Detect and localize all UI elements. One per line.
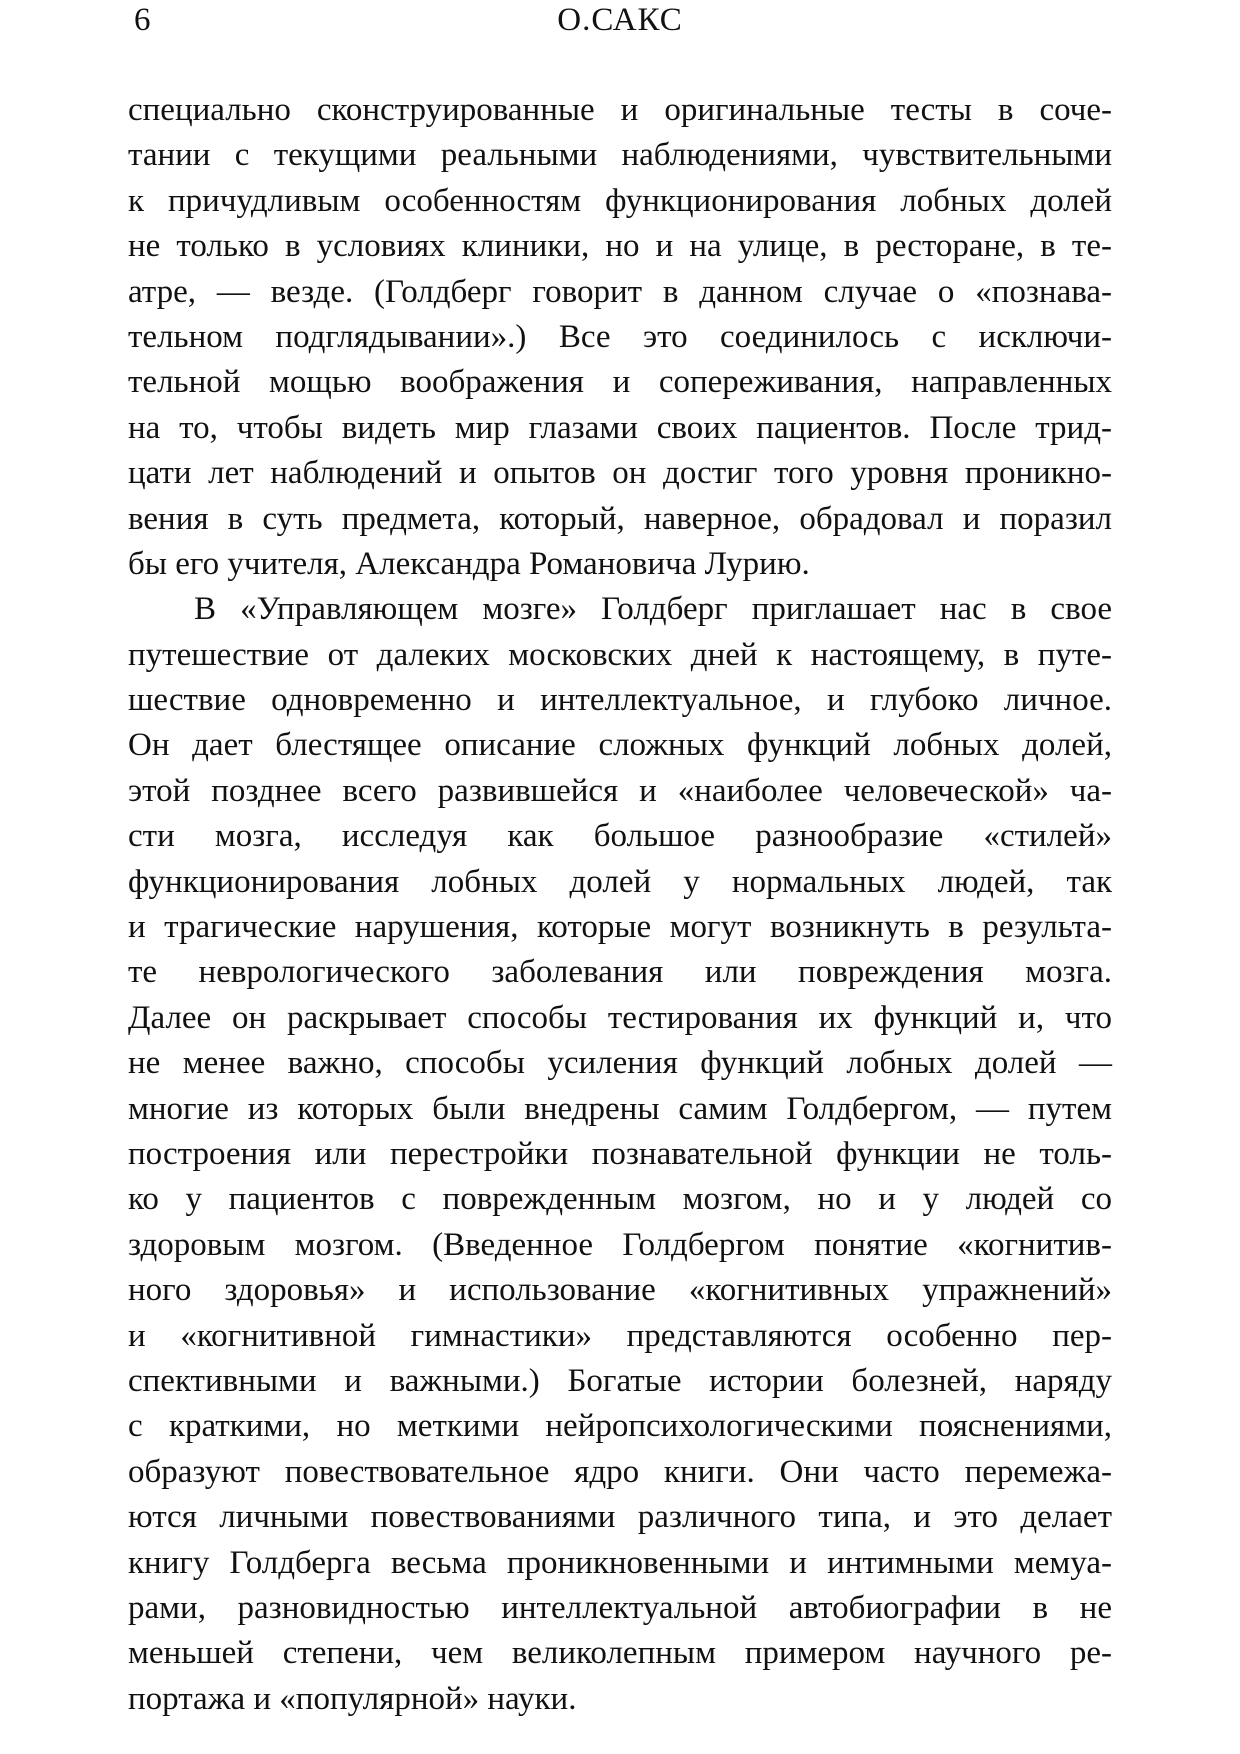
text-line: те неврологического заболевания или повреждения мозга. xyxy=(128,954,1112,991)
text-line: к причудливым особенностям функционирования лобных долей xyxy=(128,182,1112,219)
paragraph-2 xyxy=(128,587,1112,1722)
text-line: образуют повествовательное ядро книги. Они часто перемежа- xyxy=(128,1453,1112,1490)
text-line: построения или перестройки познавательной функции не толь- xyxy=(128,1135,1112,1172)
text-line: функционирования лобных долей у нормальных людей, так xyxy=(128,863,1112,900)
text-line: и трагические нарушения, которые могут возникнуть в результа- xyxy=(128,909,1112,946)
text-line: Он дает блестящее описание сложных функций лобных долей, xyxy=(128,727,1112,764)
page-number: 6 xyxy=(134,2,151,38)
text-line: шествие одновременно и интеллектуальное, и глубоко личное. xyxy=(128,682,1112,719)
running-head: О.САКС xyxy=(557,2,683,38)
text-line: бы его учителя, Александра Романовича Лурию. xyxy=(128,545,810,582)
text-line: Далее он раскрывает способы тестирования их функций и, что xyxy=(128,999,1112,1036)
text-line: путешествие от далеких московских дней к настоящему, в путе- xyxy=(128,636,1112,673)
text-line: не менее важно, способы усиления функций лобных долей — xyxy=(128,1045,1112,1082)
text-line: на то, чтобы видеть мир глазами своих пациентов. После трид- xyxy=(128,409,1112,446)
text-line: цати лет наблюдений и опытов он достиг того уровня проникно- xyxy=(128,455,1112,492)
body-text xyxy=(128,88,1112,1722)
text-line: меньшей степени, чем великолепным примером научного ре- xyxy=(128,1635,1112,1672)
text-line: ного здоровья» и использование «когнитивных упражнений» xyxy=(128,1272,1112,1309)
text-line: с краткими, но меткими нейропсихологическими пояснениями, xyxy=(128,1408,1112,1445)
text-line: не только в условиях клиники, но и на улице, в ресторане, в те- xyxy=(128,228,1112,265)
text-line: книгу Голдберга весьма проникновенными и интимными мемуа- xyxy=(128,1544,1112,1581)
text-line: спективными и важными.) Богатые истории болезней, наряду xyxy=(128,1362,1112,1399)
text-line: ются личными повествованиями различного типа, и это делает xyxy=(128,1499,1112,1536)
text-line: тельной мощью воображения и сопереживания, направленных xyxy=(128,364,1112,401)
text-line: атре, — везде. (Голдберг говорит в данном случае о «познава- xyxy=(128,273,1112,310)
text-line: вения в суть предмета, который, наверное, обрадовал и поразил xyxy=(128,500,1112,537)
text-line: рами, разновидностью интеллектуальной автобиографии в не xyxy=(128,1589,1112,1626)
text-line: многие из которых были внедрены самим Голдбергом, — путем xyxy=(128,1090,1112,1127)
text-line: здоровым мозгом. (Введенное Голдбергом понятие «когнитив- xyxy=(128,1226,1112,1263)
text-line: специально сконструированные и оригинальные тесты в соче- xyxy=(128,92,1112,128)
text-line: тельном подглядывании».) Все это соединилось с исключи- xyxy=(128,318,1112,355)
text-line: этой позднее всего развившейся и «наиболее человеческой» ча- xyxy=(128,772,1112,809)
paragraph-1 xyxy=(128,88,1112,587)
text-line: В «Управляющем мозге» Голдберг приглашает нас в свое xyxy=(194,591,1112,628)
text-line: портажа и «популярной» науки. xyxy=(128,1680,577,1717)
text-line: и «когнитивной гимнастики» представляются особенно пер- xyxy=(128,1317,1112,1354)
text-line: сти мозга, исследуя как большое разнообразие «стилей» xyxy=(128,818,1112,855)
text-line: тании с текущими реальными наблюдениями, чувствительными xyxy=(128,137,1112,174)
text-line: ко у пациентов с поврежденным мозгом, но и у людей со xyxy=(128,1181,1112,1218)
